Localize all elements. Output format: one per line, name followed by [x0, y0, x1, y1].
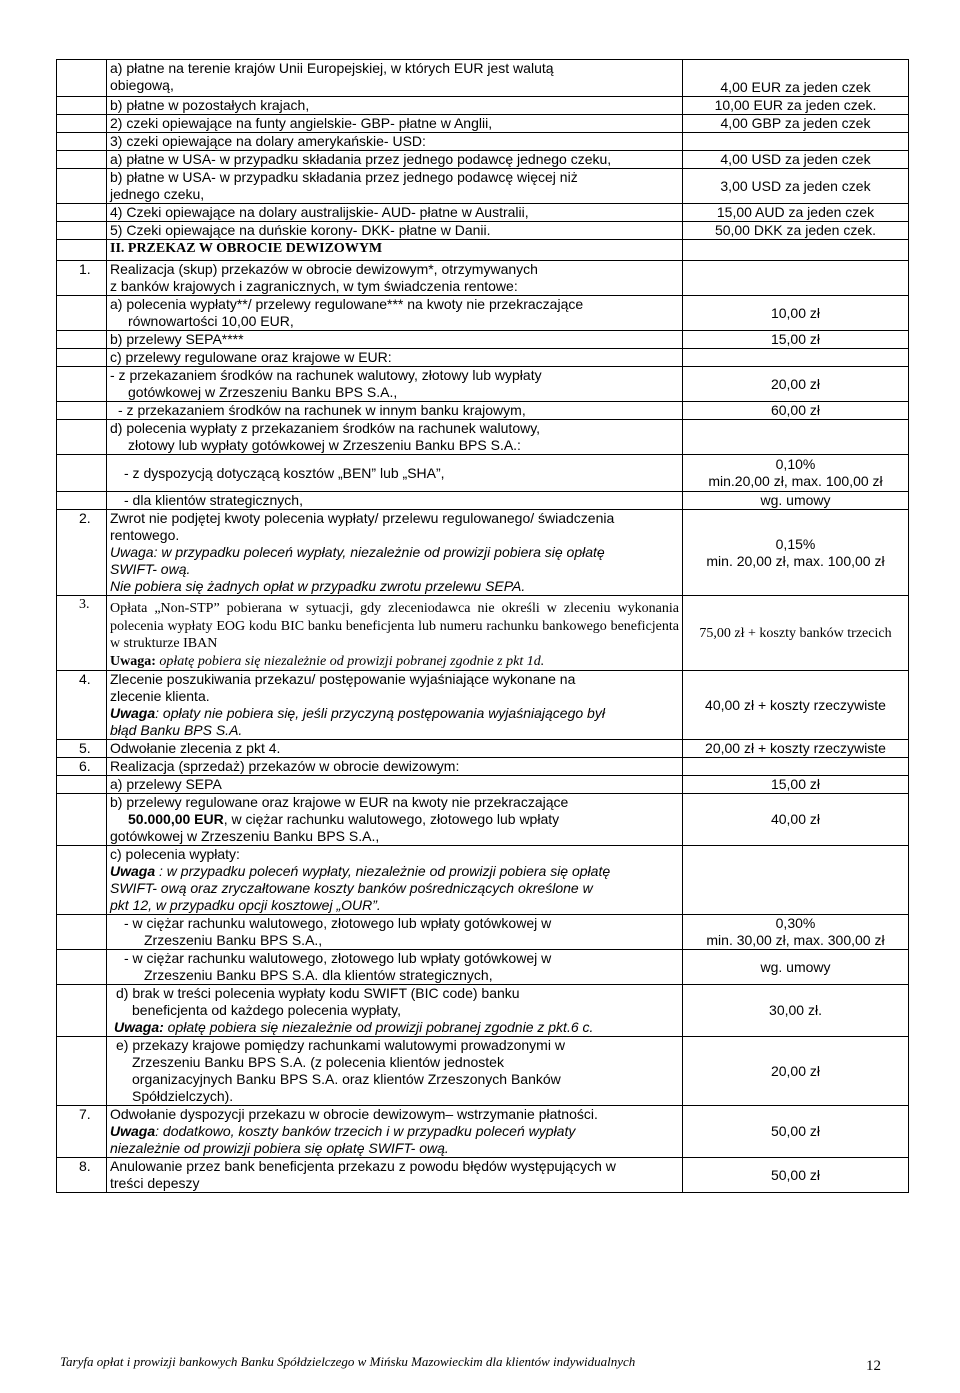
- description-text: a) płatne na terenie krajów Unii Europejskiej, w których EUR jest walutą: [110, 60, 554, 76]
- description-text: gotówkowej w Zrzeszeniu Banku BPS S.A.,: [128, 384, 398, 400]
- description-cell: [107, 1106, 683, 1158]
- row-number: 3.: [57, 596, 107, 671]
- fee-cell: 50,00 zł: [683, 1158, 909, 1193]
- description-cell: a) płatne w USA- w przypadku składania przez jednego podawcę jednego czeku,: [107, 151, 683, 169]
- table-row: [57, 296, 909, 331]
- table-row: [57, 776, 909, 794]
- fee-cell: 20,00 zł: [683, 367, 909, 402]
- description-text: obiegową,: [110, 77, 174, 93]
- number-cell: [57, 133, 107, 151]
- fee-text: min. 20,00 zł, max. 100,00 zł: [706, 552, 885, 569]
- fee-cell: [683, 349, 909, 367]
- number-cell: [57, 455, 107, 492]
- note-line: [110, 1123, 679, 1140]
- description-cell: Odwołanie zlecenia z pkt 4.: [107, 740, 683, 758]
- row-number: 7.: [57, 1106, 107, 1158]
- fee-cell: 40,00 zł + koszty rzeczywiste: [683, 671, 909, 740]
- description-text: Zwrot nie podjętej kwoty polecenia wypłaty/ przelewu regulowanego/ świadczenia: [110, 510, 615, 526]
- fee-text: 0,30%: [775, 915, 816, 931]
- description-text: treści depeszy: [110, 1175, 200, 1191]
- number-cell: [57, 169, 107, 204]
- fee-cell: [683, 133, 909, 151]
- fee-cell: [683, 915, 909, 950]
- description-cell: [107, 169, 683, 204]
- number-cell: [57, 222, 107, 240]
- note-text: opłatę pobiera się niezależnie od prowizji pobranej zgodnie z pkt 1d.: [155, 653, 545, 669]
- table-row: [57, 510, 909, 596]
- note-line: [110, 653, 679, 671]
- note-line: [110, 1019, 679, 1036]
- description-cell: [107, 296, 683, 331]
- fee-cell: [683, 240, 909, 261]
- table-row: [57, 367, 909, 402]
- fee-text: min.20,00 zł, max. 100,00 zł: [708, 473, 883, 489]
- description-cell: Realizacja (sprzedaż) przekazów w obrocie dewizowym:: [107, 758, 683, 776]
- fee-cell: 40,00 zł: [683, 794, 909, 846]
- description-cell: 4) Czeki opiewające na dolary australijskie- AUD- płatne w Australii,: [107, 204, 683, 222]
- fee-text: 0,15%: [775, 535, 816, 552]
- note-label: Uwaga: [110, 863, 156, 879]
- note-text: SWIFT- ową.: [110, 561, 191, 577]
- section-heading-row: [57, 240, 909, 261]
- description-text: Anulowanie przez bank beneficjenta przekazu z powodu błędów występujących w: [110, 1158, 616, 1174]
- fee-text: min. 30,00 zł, max. 300,00 zł: [706, 932, 885, 948]
- description-cell: [107, 492, 683, 510]
- table-row: [57, 1106, 909, 1158]
- number-cell: [57, 115, 107, 133]
- fee-cell: [683, 510, 909, 596]
- table-row: [57, 596, 909, 671]
- table-row: [57, 492, 909, 510]
- description-cell: [107, 510, 683, 596]
- number-cell: [57, 794, 107, 846]
- description-text: d) brak w treści polecenia wypłaty kodu SWIFT (BIC code) banku: [116, 985, 520, 1001]
- table-row: [57, 222, 909, 240]
- description-cell: [107, 596, 683, 671]
- fee-cell: [683, 455, 909, 492]
- description-cell: [107, 1158, 683, 1193]
- fee-cell: 10,00 zł: [683, 296, 909, 331]
- note-line: [110, 863, 679, 880]
- description-text: Zrzeszeniu Banku BPS S.A.,: [144, 932, 323, 948]
- number-cell: [57, 776, 107, 794]
- number-cell: [57, 204, 107, 222]
- description-text: Zrzeszeniu Banku BPS S.A. (z polecenia klientów jednostek: [132, 1054, 504, 1070]
- table-row: [57, 740, 909, 758]
- fee-cell: 15,00 zł: [683, 331, 909, 349]
- note-text: pkt 12, w przypadku opcji kosztowej „OUR”.: [110, 897, 381, 913]
- fee-cell: [683, 846, 909, 915]
- description-cell: [107, 794, 683, 846]
- row-number: 8.: [57, 1158, 107, 1193]
- table-row: [57, 671, 909, 740]
- number-cell: [57, 915, 107, 950]
- note-label: Uwaga: [110, 705, 156, 721]
- description-cell: [107, 402, 683, 420]
- table-row: [57, 915, 909, 950]
- fee-cell: 75,00 zł + koszty banków trzecich: [683, 596, 909, 671]
- description-text: - w ciężar rachunku walutowego, złotowego lub wpłaty gotówkowej w: [124, 950, 552, 966]
- description-text: jednego czeku,: [110, 186, 205, 202]
- description-text: b) płatne w USA- w przypadku składania przez jednego podawcę więcej niż: [110, 169, 578, 185]
- fee-text: 0,10%: [775, 456, 816, 472]
- description-text: - z przekazaniem środków na rachunek w innym banku krajowym,: [118, 402, 526, 418]
- fee-cell: 30,00 zł.: [683, 985, 909, 1037]
- number-cell: [57, 402, 107, 420]
- number-cell: [57, 950, 107, 985]
- description-text: , w ciężar rachunku walutowego, złotowego lub wpłaty: [223, 811, 560, 827]
- fee-table: [56, 59, 909, 1193]
- amount-limit: 50.000,00 EUR: [128, 811, 224, 827]
- note-text: błąd Banku BPS S.A.: [110, 722, 243, 738]
- fee-cell: 20,00 zł + koszty rzeczywiste: [683, 740, 909, 758]
- description-cell: [107, 420, 683, 455]
- page-number: 12: [866, 1358, 881, 1374]
- description-text: - w ciężar rachunku walutowego, złotowego lub wpłaty gotówkowej w: [124, 915, 552, 931]
- fee-cell: 15,00 zł: [683, 776, 909, 794]
- description-text: Realizacja (skup) przekazów w obrocie dewizowym*, otrzymywanych: [110, 261, 538, 277]
- table-row: [57, 60, 909, 97]
- note-label: Uwaga: [110, 1123, 156, 1139]
- description-text: gotówkowej w Zrzeszeniu Banku BPS S.A.,: [110, 828, 380, 844]
- row-number: 5.: [57, 740, 107, 758]
- description-text: - dla klientów strategicznych,: [124, 492, 303, 508]
- description-text: Zlecenie poszukiwania przekazu/ postępowanie wyjaśniające wykonane na: [110, 671, 576, 687]
- fee-cell: 4,00 GBP za jeden czek: [683, 115, 909, 133]
- description-text: rentowego.: [110, 527, 180, 543]
- table-row: [57, 950, 909, 985]
- fee-cell: 20,00 zł: [683, 1037, 909, 1106]
- table-row: [57, 846, 909, 915]
- table-row: [57, 420, 909, 455]
- number-cell: [57, 492, 107, 510]
- table-row: [57, 151, 909, 169]
- description-cell: a) przelewy SEPA: [107, 776, 683, 794]
- description-text: e) przekazy krajowe pomiędzy rachunkami walutowymi prowadzonymi w: [116, 1037, 565, 1053]
- description-cell: [107, 60, 683, 97]
- fee-cell: 4,00 EUR za jeden czek: [683, 60, 909, 97]
- description-cell: [107, 950, 683, 985]
- table-row: [57, 115, 909, 133]
- description-cell: [107, 367, 683, 402]
- description-cell: 5) Czeki opiewające na duńskie korony- DKK- płatne w Danii.: [107, 222, 683, 240]
- table-row: [57, 794, 909, 846]
- table-row: [57, 261, 909, 296]
- description-text: a) polecenia wypłaty**/ przelewy regulowane*** na kwoty nie przekraczające: [110, 296, 584, 312]
- row-number: 4.: [57, 671, 107, 740]
- number-cell: [57, 985, 107, 1037]
- table-row: [57, 455, 909, 492]
- number-cell: [57, 60, 107, 97]
- table-row: [57, 169, 909, 204]
- note-text: : dodatkowo, koszty banków trzecich i w przypadku poleceń wypłaty: [155, 1123, 576, 1139]
- description-cell: [107, 846, 683, 915]
- table-row: [57, 133, 909, 151]
- number-cell: [57, 846, 107, 915]
- description-text: złotowy lub wypłaty gotówkowej w Zrzeszeniu Banku BPS S.A.:: [128, 437, 521, 453]
- fee-table-container: [56, 59, 908, 1193]
- table-row: [57, 97, 909, 115]
- note-text: niezależnie od prowizji pobiera się opłatę SWIFT- ową.: [110, 1140, 449, 1156]
- section-heading: II. PRZEKAZ W OBROCIE DEWIZOWYM: [107, 240, 683, 261]
- table-row: [57, 1037, 909, 1106]
- note-text: SWIFT- ową oraz zryczałtowane koszty banków pośredniczących określone w: [110, 880, 593, 896]
- fee-cell: 50,00 DKK za jeden czek.: [683, 222, 909, 240]
- description-text: beneficjenta od każdego polecenia wypłaty,: [132, 1002, 402, 1018]
- table-row: [57, 402, 909, 420]
- note-line: [110, 705, 679, 722]
- number-cell: [57, 151, 107, 169]
- number-cell: [57, 349, 107, 367]
- note-text: : w przypadku poleceń wypłaty, niezależnie od prowizji pobiera się opłatę: [155, 863, 611, 879]
- table-row: [57, 349, 909, 367]
- description-text: Opłata „Non-STP” pobierana w sytuacji, gdy zleceniodawca nie określi w zleceniu wykonania polecenia wypłaty EOG kodu BIC banku beneficjenta lub numeru rachunku bankowego beneficjenta w strukturze IBAN: [110, 601, 679, 651]
- description-text: c) polecenia wypłaty:: [110, 846, 240, 862]
- number-cell: [57, 1037, 107, 1106]
- description-cell: [107, 455, 683, 492]
- number-cell: [57, 97, 107, 115]
- description-text: równowartości 10,00 EUR,: [128, 313, 294, 329]
- fee-cell: wg. umowy: [683, 492, 909, 510]
- fee-cell: 3,00 USD za jeden czek: [683, 169, 909, 204]
- description-text: Spółdzielczych).: [132, 1088, 234, 1104]
- description-cell: [107, 1037, 683, 1106]
- note-text: : opłaty nie pobiera się, jeśli przyczyną postępowania wyjaśniającego był: [155, 705, 605, 721]
- fee-cell: wg. umowy: [683, 950, 909, 985]
- table-row: [57, 758, 909, 776]
- description-text: - z dyspozycją dotyczącą kosztów „BEN” lub „SHA”,: [124, 464, 445, 481]
- fee-cell: 60,00 zł: [683, 402, 909, 420]
- description-line: [110, 811, 679, 828]
- note-label: Uwaga:: [114, 1019, 164, 1035]
- description-cell: 3) czeki opiewające na dolary amerykańskie- USD:: [107, 133, 683, 151]
- row-number: 1.: [57, 261, 107, 296]
- fee-cell: [683, 261, 909, 296]
- description-cell: b) przelewy SEPA****: [107, 331, 683, 349]
- note-label: Uwaga:: [110, 653, 156, 669]
- description-cell: 2) czeki opiewające na funty angielskie- GBP- płatne w Anglii,: [107, 115, 683, 133]
- description-text: d) polecenia wypłaty z przekazaniem środków na rachunek walutowy,: [110, 420, 541, 436]
- table-row: [57, 985, 909, 1037]
- description-text: zlecenie klienta.: [110, 688, 210, 704]
- fee-cell: 10,00 EUR za jeden czek.: [683, 97, 909, 115]
- number-cell: [57, 420, 107, 455]
- number-cell: [57, 296, 107, 331]
- row-number: 2.: [57, 510, 107, 596]
- description-cell: b) płatne w pozostałych krajach,: [107, 97, 683, 115]
- number-cell: [57, 367, 107, 402]
- description-cell: c) przelewy regulowane oraz krajowe w EUR:: [107, 349, 683, 367]
- description-text: z banków krajowych i zagranicznych, w tym świadczenia rentowe:: [110, 278, 518, 294]
- fee-cell: 15,00 AUD za jeden czek: [683, 204, 909, 222]
- description-text: Odwołanie dyspozycji przekazu w obrocie dewizowym– wstrzymanie płatności.: [110, 1106, 598, 1122]
- table-row: [57, 1158, 909, 1193]
- description-cell: [107, 915, 683, 950]
- number-cell: [57, 240, 107, 261]
- description-cell: [107, 261, 683, 296]
- number-cell: [57, 331, 107, 349]
- fee-cell: [683, 758, 909, 776]
- fee-cell: 4,00 USD za jeden czek: [683, 151, 909, 169]
- fee-cell: 50,00 zł: [683, 1106, 909, 1158]
- table-row: [57, 331, 909, 349]
- description-text: - z przekazaniem środków na rachunek walutowy, złotowy lub wypłaty: [110, 367, 542, 383]
- note-text: Nie pobiera się żadnych opłat w przypadku zwrotu przelewu SEPA.: [110, 578, 526, 594]
- table-row: [57, 204, 909, 222]
- description-cell: [107, 985, 683, 1037]
- page-footer: Taryfa opłat i prowizji bankowych Banku Spółdzielczego w Mińsku Mazowieckim dla klientów indywidualnych: [60, 1354, 636, 1369]
- note-text: Uwaga: w przypadku poleceń wypłaty, niezależnie od prowizji pobiera się opłatę: [110, 544, 605, 560]
- fee-cell: [683, 420, 909, 455]
- row-number: 6.: [57, 758, 107, 776]
- description-text: b) przelewy regulowane oraz krajowe w EUR na kwoty nie przekraczające: [110, 794, 569, 810]
- description-text: organizacyjnych Banku BPS S.A. oraz klientów Zrzeszonych Banków: [132, 1071, 561, 1087]
- note-text: opłatę pobiera się niezależnie od prowizji pobranej zgodnie z pkt.6 c.: [163, 1019, 594, 1035]
- description-text: Zrzeszeniu Banku BPS S.A. dla klientów strategicznych,: [144, 967, 493, 983]
- description-cell: [107, 671, 683, 740]
